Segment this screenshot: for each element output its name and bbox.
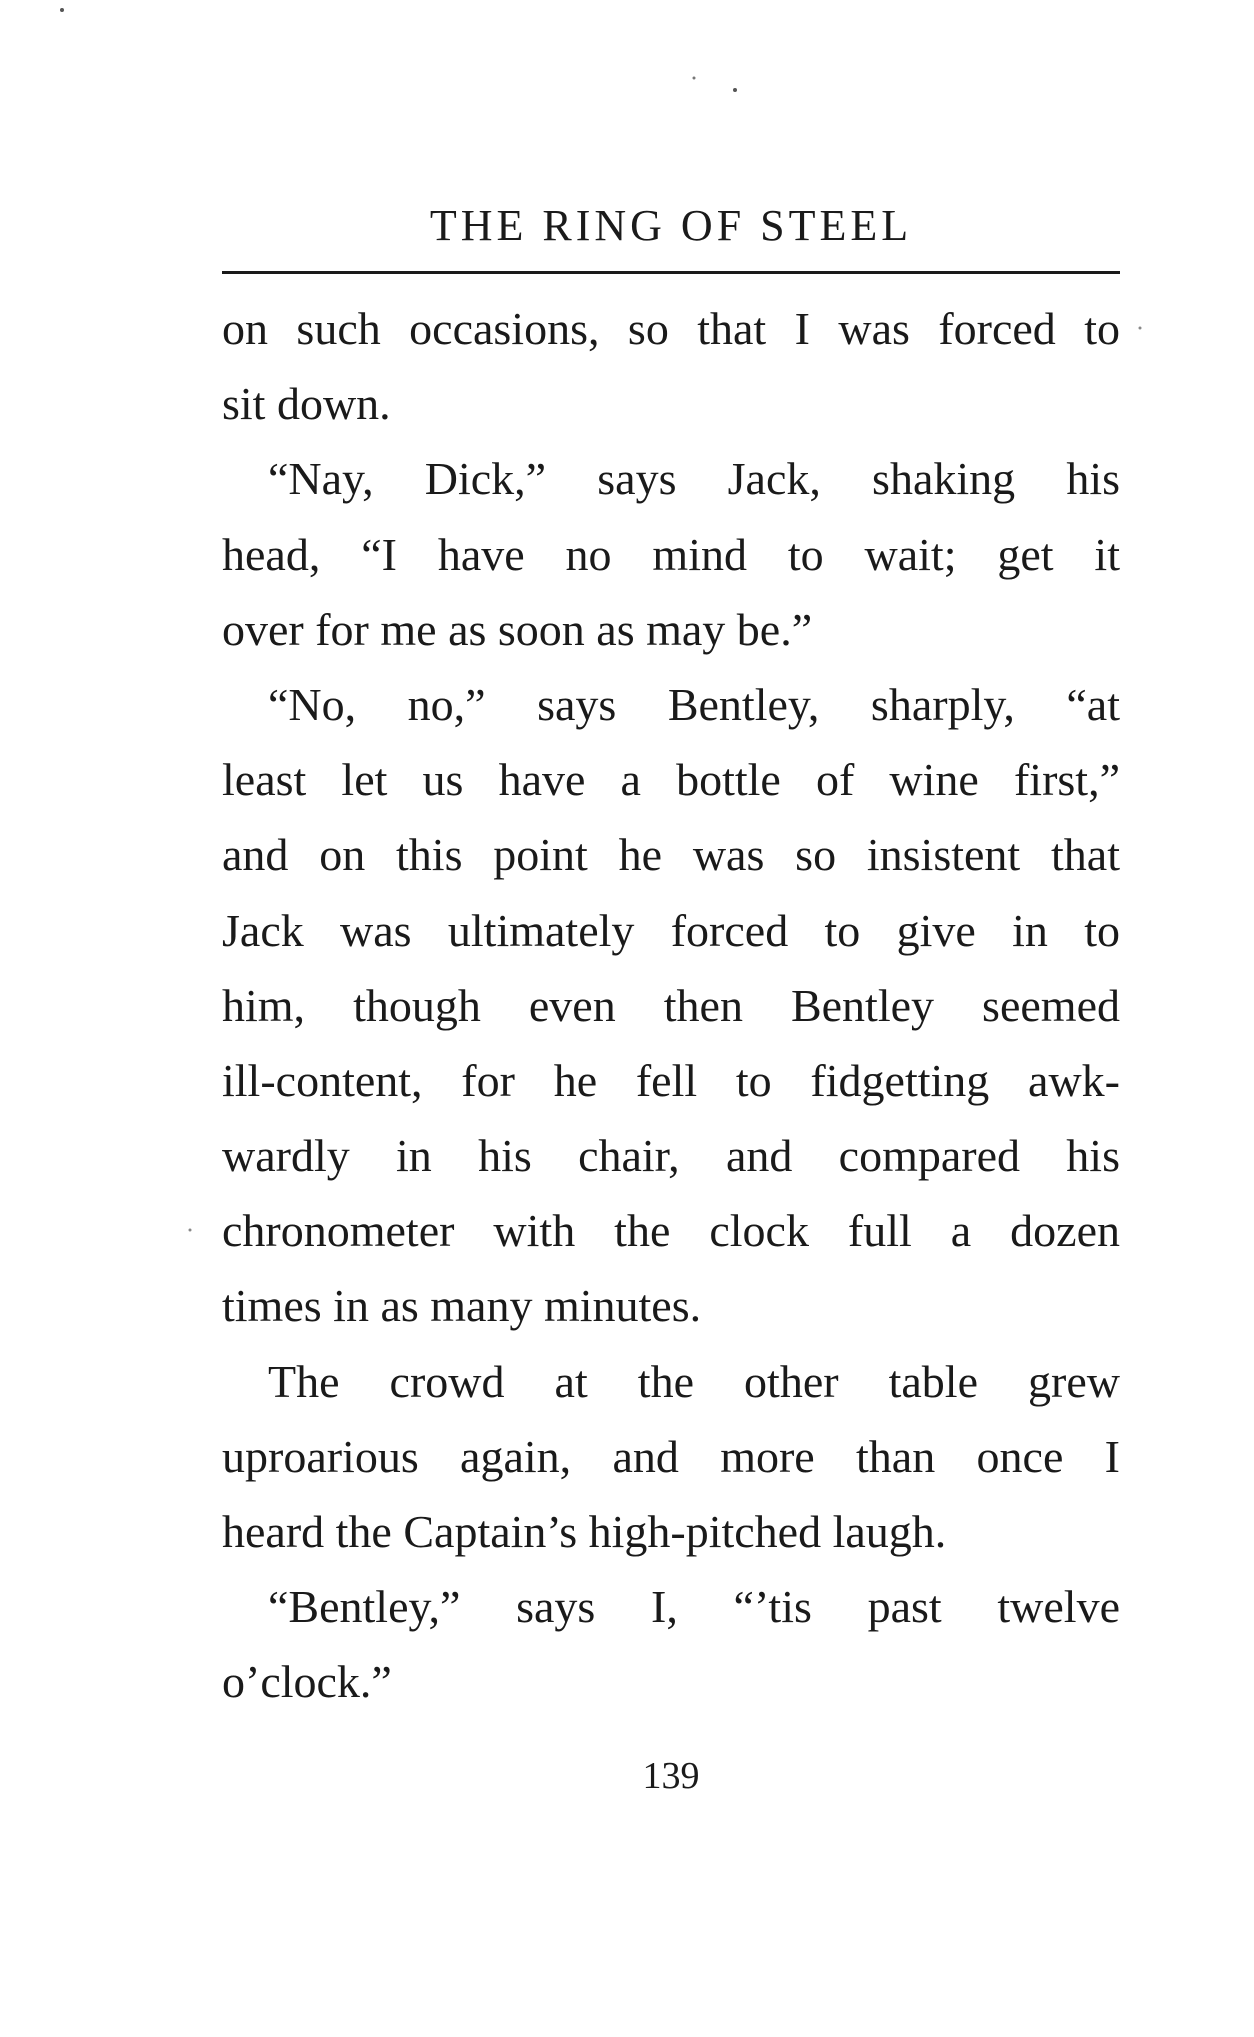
body-text bbox=[222, 291, 1120, 1720]
text-line: o’clock.” bbox=[222, 1656, 392, 1708]
running-head: THE RING OF STEEL bbox=[429, 201, 913, 250]
text-line: “No, no,” says Bentley, sharply, “at bbox=[268, 678, 1120, 730]
text-line: uproarious again, and more than once I bbox=[222, 1430, 1120, 1482]
text-line: ill-content, for he fell to fidgetting awk- bbox=[222, 1054, 1120, 1106]
text-line: The crowd at the other table grew bbox=[268, 1355, 1120, 1407]
header-rule bbox=[222, 271, 1120, 274]
text-line: wardly in his chair, and compared his bbox=[222, 1130, 1120, 1182]
text-line: least let us have a bottle of wine first,” bbox=[222, 754, 1120, 806]
text-line: “Nay, Dick,” says Jack, shaking his bbox=[268, 453, 1120, 505]
text-line: Jack was ultimately forced to give in to bbox=[222, 904, 1120, 956]
text-line: head, “I have no mind to wait; get it bbox=[222, 528, 1120, 580]
text-line: and on this point he was so insistent that bbox=[222, 829, 1120, 881]
speck bbox=[733, 88, 737, 92]
text-line: times in as many minutes. bbox=[222, 1280, 702, 1332]
speck bbox=[693, 77, 696, 80]
speck bbox=[189, 1229, 192, 1232]
text-line: over for me as soon as may be.” bbox=[222, 603, 813, 655]
text-line: him, though even then Bentley seemed bbox=[222, 979, 1120, 1031]
speck bbox=[60, 8, 64, 12]
page-number: 139 bbox=[642, 1755, 700, 1797]
text-line: on such occasions, so that I was forced to bbox=[222, 303, 1120, 354]
text-line: heard the Captain’s high-pitched laugh. bbox=[222, 1506, 947, 1557]
text-line: sit down. bbox=[222, 378, 391, 430]
speck bbox=[1139, 327, 1142, 330]
text-line: chronometer with the clock full a dozen bbox=[222, 1205, 1120, 1257]
text-line: “Bentley,” says I, “’tis past twelve bbox=[268, 1581, 1120, 1633]
